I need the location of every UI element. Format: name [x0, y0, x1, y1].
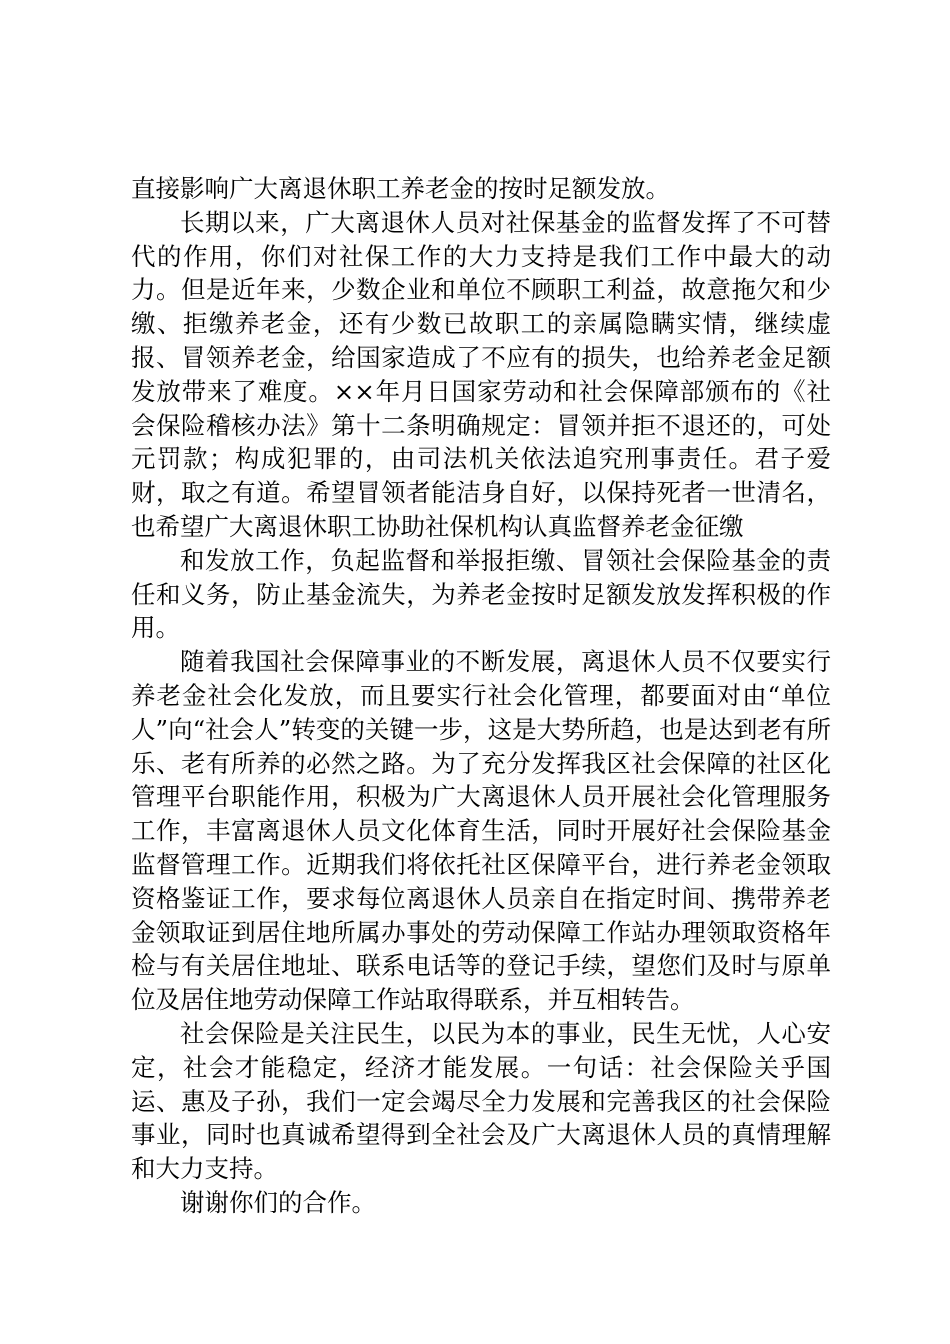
- paragraph-1: 直接影响广大离退休职工养老金的按时足额发放。: [131, 174, 670, 203]
- paragraph-3: 和发放工作，负起监督和举报拒缴、冒领社会保险基金的责任和义务，防止基金流失，为养老金按时足额发放发挥积极的作用。: [131, 545, 831, 643]
- document-body: [131, 172, 831, 1220]
- paragraph-5: 社会保险是关注民生，以民为本的事业，民生无忧，人心安定，社会才能稳定，经济才能发展。一句话：社会保险关乎国运、惠及子孙，我们一定会竭尽全力发展和完善我区的社会保险事业，同时也真诚希望得到全社会及广大离退休人员的真情理解和大力支持。: [131, 1018, 831, 1184]
- paragraph-4: 随着我国社会保障事业的不断发展，离退休人员不仅要实行养老金社会化发放，而且要实行社会化管理，都要面对由“单位人”向“社会人”转变的关键一步，这是大势所趋，也是达到老有所乐、老有所养的必然之路。为了充分发挥我区社会保障的社区化管理平台职能作用，积极为广大离退休人员开展社会化管理服务工作，丰富离退休人员文化体育生活，同时开展好社会保险基金监督管理工作。近期我们将依托社区保障平台，进行养老金领取资格鉴证工作，要求每位离退休人员亲自在指定时间、携带养老金领取证到居住地所属办事处的劳动保障工作站办理领取资格年检与有关居住地址、联系电话等的登记手续，望您们及时与原单位及居住地劳动保障工作站取得联系，并互相转告。: [131, 647, 831, 1015]
- paragraph-6: 谢谢你们的合作。: [180, 1187, 376, 1217]
- paragraph-2: 长期以来，广大离退休人员对社保基金的监督发挥了不可替代的作用，你们对社保工作的大力支持是我们工作中最大的动力。但是近年来，少数企业和单位不顾职工利益，故意拖欠和少缴、拒缴养老金，还有少数已故职工的亲属隐瞒实情，继续虚报、冒领养老金，给国家造成了不应有的损失，也给养老金足额发放带来了难度。××年月日国家劳动和社会保障部颁布的《社会保险稽核办法》第十二条明确规定：冒领并拒不退还的，可处元罚款；构成犯罪的，由司法机关依法追究刑事责任。君子爱财，取之有道。希望冒领者能洁身自好，以保持死者一世清名，也希望广大离退休职工协助社保机构认真监督养老金征缴: [131, 207, 831, 541]
